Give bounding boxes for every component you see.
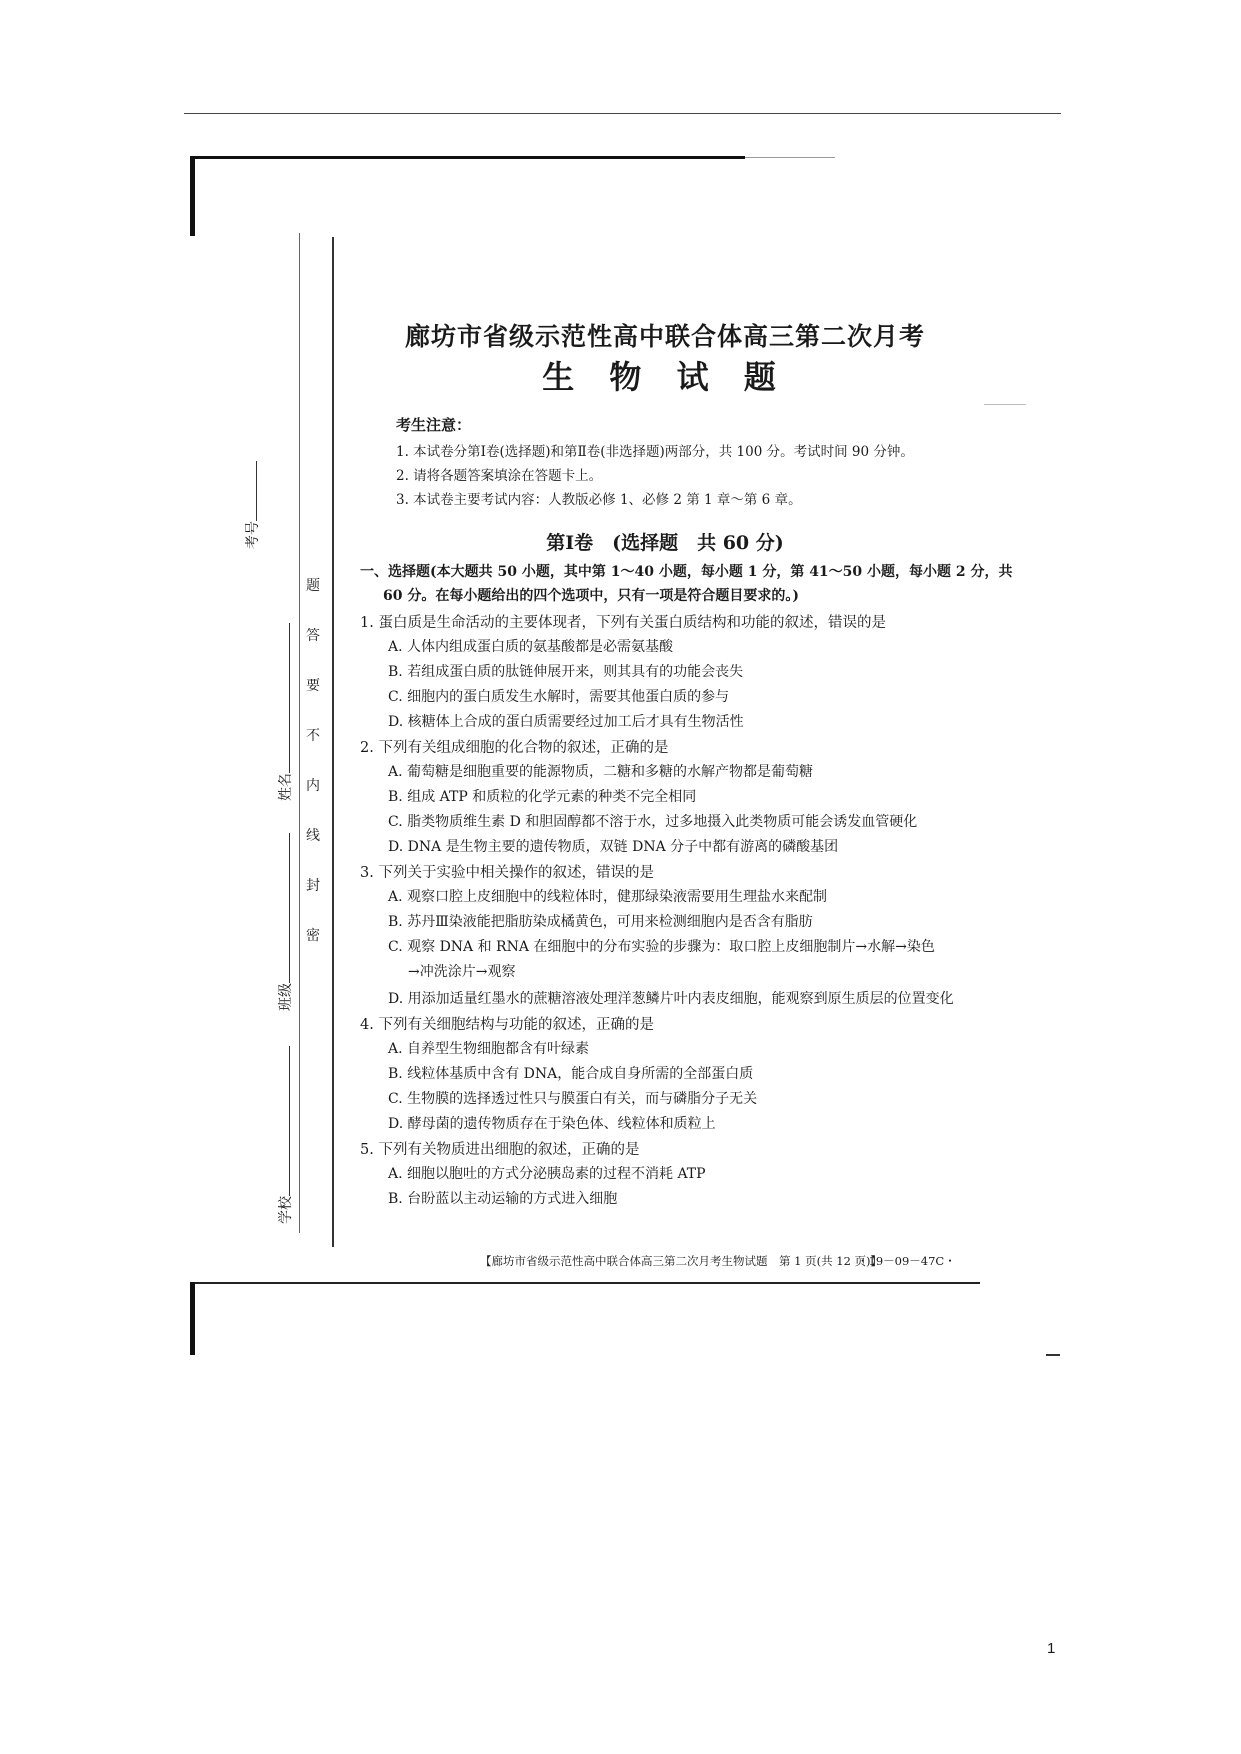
seal-line-text — [306, 575, 326, 975]
class-field — [275, 833, 295, 1011]
question-stem: 5. 下列有关物质进出细胞的叙述，正确的是 — [360, 1142, 640, 1158]
question-option: D. 酵母菌的遗传物质存在于染色体、线粒体和质粒上 — [388, 1116, 716, 1132]
question-option: B. 组成 ATP 和质粒的化学元素的种类不完全相同 — [388, 789, 697, 805]
page-number: 1 — [1047, 1640, 1056, 1657]
question-stem: 4. 下列有关细胞结构与功能的叙述，正确的是 — [360, 1017, 654, 1033]
scan-frame-left — [190, 156, 195, 236]
seal-char: 封 — [306, 878, 320, 894]
question-option: B. 苏丹Ⅲ染液能把脂肪染成橘黄色，可用来检测细胞内是否含有脂肪 — [388, 914, 813, 930]
notice-item: 1. 本试卷分第Ⅰ卷(选择题)和第Ⅱ卷(非选择题)两部分，共 100 分。考试时间 90 分钟。 — [396, 444, 914, 460]
question-stem: 2. 下列有关组成细胞的化合物的叙述，正确的是 — [360, 740, 669, 756]
question-option: A. 观察口腔上皮细胞中的线粒体时，健那绿染液需要用生理盐水来配制 — [388, 889, 828, 905]
binding-line-dashed — [299, 233, 300, 1233]
seal-char: 线 — [306, 828, 320, 844]
question-stem: 3. 下列关于实验中相关操作的叙述，错误的是 — [360, 865, 654, 881]
scan-frame-left-bottom — [190, 1282, 195, 1355]
question-option: A. 人体内组成蛋白质的氨基酸都是必需氨基酸 — [388, 639, 674, 655]
school-label: 学校 — [278, 1196, 294, 1224]
question-option: B. 台盼蓝以主动运输的方式进入细胞 — [388, 1191, 618, 1207]
notice-item: 3. 本试卷主要考试内容：人教版必修 1、必修 2 第 1 章～第 6 章。 — [396, 492, 802, 508]
section-instruction: 一、选择题(本大题共 50 小题，其中第 1～40 小题，每小题 1 分，第 41～50 小题，每小题 2 分，共 — [360, 564, 1013, 580]
question-option: D. 核糖体上合成的蛋白质需要经过加工后才具有生物活性 — [388, 714, 744, 730]
question-option: A. 葡萄糖是细胞重要的能源物质，二糖和多糖的水解产物都是葡萄糖 — [388, 764, 814, 780]
seal-char: 内 — [306, 778, 320, 794]
question-option: B. 若组成蛋白质的肽链伸展开来，则其具有的功能会丧失 — [388, 664, 744, 680]
exam-title: 廊坊市省级示范性高中联合体高三第二次月考 — [404, 322, 925, 351]
question-option: B. 线粒体基质中含有 DNA，能合成自身所需的全部蛋白质 — [388, 1066, 754, 1082]
question-stem: 1. 蛋白质是生命活动的主要体现者，下列有关蛋白质结构和功能的叙述，错误的是 — [360, 615, 886, 631]
question-option: C. 生物膜的选择透过性只与膜蛋白有关，而与磷脂分子无关 — [388, 1091, 758, 1107]
header-rule — [184, 113, 1061, 114]
scan-frame-bottom — [190, 1282, 980, 1284]
section-instruction: 60 分。在每小题给出的四个选项中，只有一项是符合题目要求的。) — [383, 588, 799, 604]
class-label: 班级 — [278, 983, 294, 1011]
question-option: D. 用添加适量红墨水的蔗糖溶液处理洋葱鳞片叶内表皮细胞，能观察到原生质层的位置变化 — [388, 991, 954, 1007]
exam-no-label: 考号 — [245, 521, 261, 549]
scan-mark — [984, 404, 1026, 405]
notice-heading: 考生注意： — [396, 416, 472, 434]
page-footer: 【廊坊市省级示范性高中联合体高三第二次月考生物试题 第 1 页(共 12 页)】 — [480, 1254, 883, 1268]
seal-char: 密 — [306, 928, 320, 944]
school-field — [275, 1046, 295, 1224]
scan-frame-top-faint — [745, 157, 835, 158]
seal-char: 题 — [306, 578, 320, 594]
question-option: D. DNA 是生物主要的遗传物质，双链 DNA 分子中都有游离的磷酸基团 — [388, 839, 839, 855]
question-option-continued: →冲洗涂片→观察 — [408, 964, 516, 980]
question-option: C. 脂类物质维生素 D 和胆固醇都不溶于水，过多地摄入此类物质可能会诱发血管硬化 — [388, 814, 918, 830]
question-option: C. 观察 DNA 和 RNA 在细胞中的分布实验的步骤为：取口腔上皮细胞制片→水解→染色 — [388, 939, 935, 955]
binding-line — [332, 237, 334, 1247]
seal-char: 答 — [306, 628, 320, 644]
question-option: A. 自养型生物细胞都含有叶绿素 — [388, 1041, 590, 1057]
exam-no-field — [242, 461, 262, 549]
name-field — [275, 623, 295, 801]
subject-title: 生 物 试 题 — [542, 358, 788, 396]
notice-item: 2. 请将各题答案填涂在答题卡上。 — [396, 468, 603, 484]
question-option: C. 细胞内的蛋白质发生水解时，需要其他蛋白质的参与 — [388, 689, 730, 705]
scan-frame-top — [190, 156, 745, 159]
paper-code: ・19－09－47C・ — [857, 1254, 956, 1268]
seal-char: 要 — [306, 678, 320, 694]
name-label: 姓名 — [278, 773, 294, 801]
scan-mark — [1046, 1354, 1060, 1356]
question-option: A. 细胞以胞吐的方式分泌胰岛素的过程不消耗 ATP — [388, 1166, 706, 1182]
section-title: 第Ⅰ卷 (选择题 共 60 分) — [546, 532, 784, 554]
seal-char: 不 — [306, 728, 320, 744]
